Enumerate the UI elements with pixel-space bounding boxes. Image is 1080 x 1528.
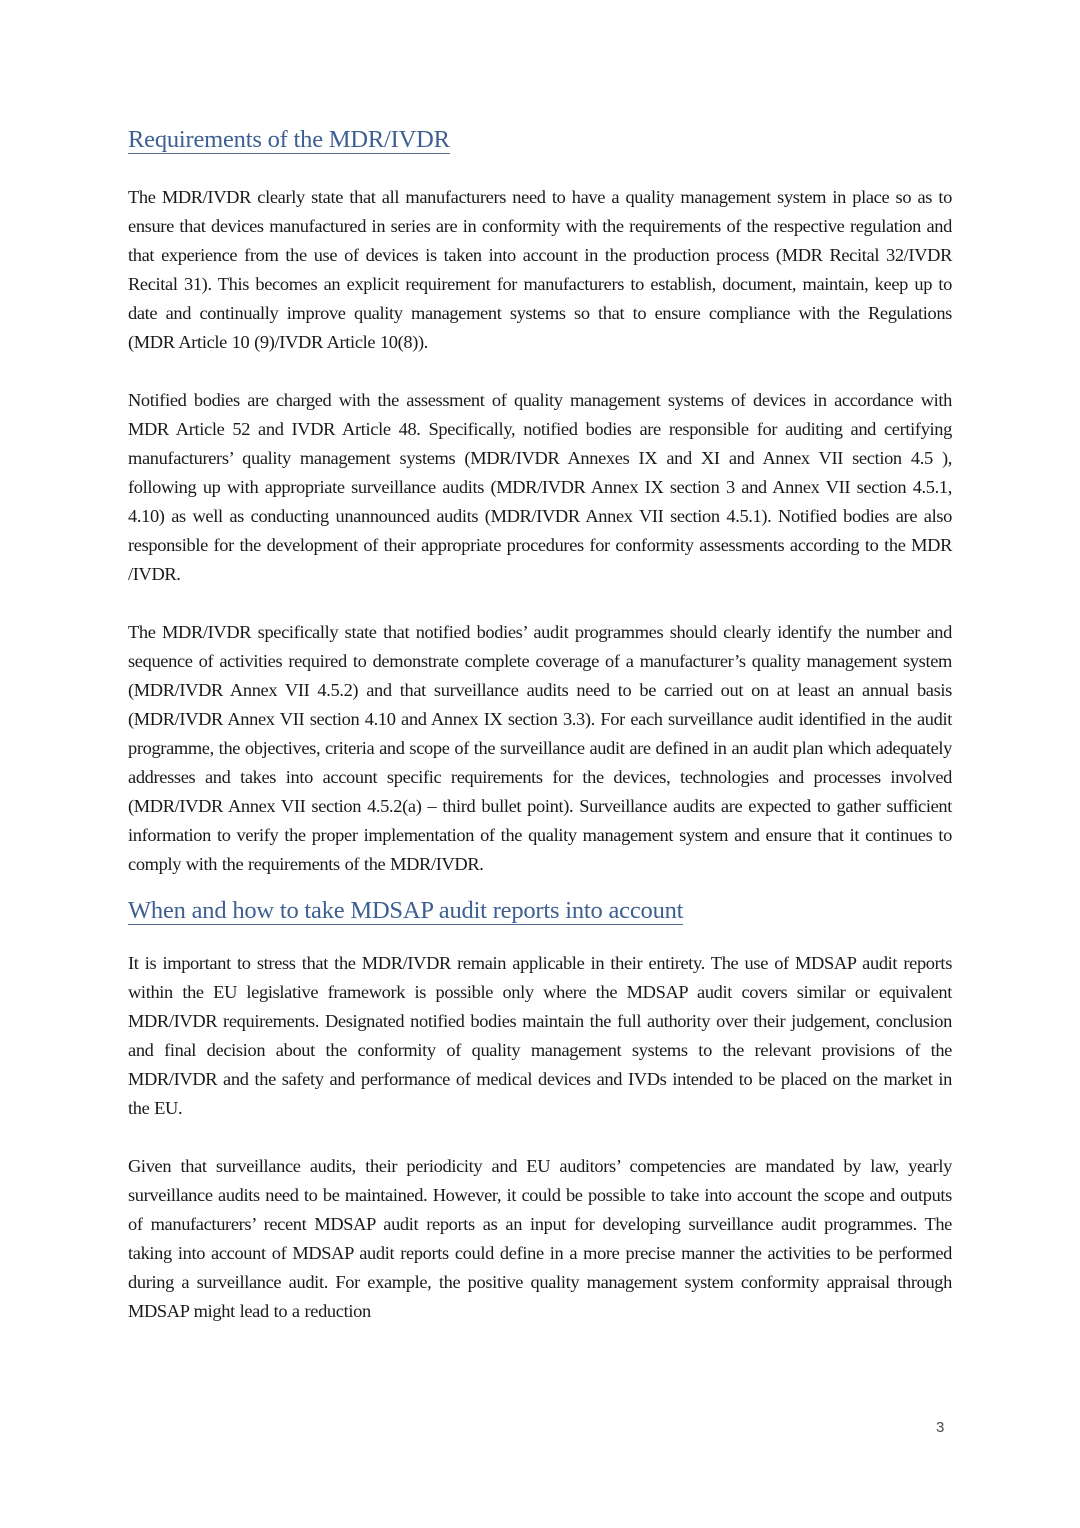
document-page (128, 126, 952, 1326)
paragraph: It is important to stress that the MDR/IVDR remain applicable in their entirety. The use of MDSAP audit reports within the EU legislative framework is possible only where the MDSAP audit covers similar or equivalent MDR/IVDR requirements. Designated notified bodies maintain the full authority over their judgement, conclusion and final decision about the conformity of quality management systems to the relevant provisions of the MDR/IVDR and the safety and performance of medical devices and IVDs intended to be placed on the market in the EU. (128, 953, 952, 1118)
paragraph: Notified bodies are charged with the assessment of quality management systems of devices in accordance with MDR Article 52 and IVDR Article 48. Specifically, notified bodies are responsible for auditing and certifying manufacturers’ quality management systems (MDR/IVDR Annexes IX and XI and Annex VII section 4.5 ), following up with appropriate surveillance audits (MDR/IVDR Annex IX section 3 and Annex VII section 4.5.1, 4.10) as well as conducting unannounced audits (MDR/IVDR Annex VII section 4.5.1). Notified bodies are also responsible for the development of their appropriate procedures for conformity assessments according to the MDR /IVDR. (128, 390, 952, 584)
paragraph: The MDR/IVDR clearly state that all manufacturers need to have a quality management system in place so as to ensure that devices manufactured in series are in conformity with the requirements of the respective regulation and that experience from the use of devices is taken into account in the production process (MDR Recital 32/IVDR Recital 31). This becomes an explicit requirement for manufacturers to establish, document, maintain, keep up to date and continually improve quality management systems so that to ensure compliance with the Regulations (MDR Article 10 (9)/IVDR Article 10(8)). (128, 187, 952, 352)
paragraph: Given that surveillance audits, their periodicity and EU auditors’ competencies are mandated by law, yearly surveillance audits need to be maintained. However, it could be possible to take into account the scope and outputs of manufacturers’ recent MDSAP audit reports as an input for developing surveillance audit programmes. The taking into account of MDSAP audit reports could define in a more precise manner the activities to be performed during a surveillance audit. For example, the positive quality management system conformity appraisal through MDSAP might lead to a reduction (128, 1156, 952, 1321)
page-number: 3 (936, 1419, 945, 1436)
paragraph: The MDR/IVDR specifically state that notified bodies’ audit programmes should clearly identify the number and sequence of activities required to demonstrate complete coverage of a manufacturer’s quality management system (MDR/IVDR Annex VII 4.5.2) and that surveillance audits need to be carried out on at least an annual basis (MDR/IVDR Annex VII section 4.10 and Annex IX section 3.3). For each surveillance audit identified in the audit programme, the objectives, criteria and scope of the surveillance audit are defined in an audit plan which adequately addresses and takes into account specific requirements for the devices, technologies and processes involved (MDR/IVDR Annex VII section 4.5.2(a) – third bullet point). Surveillance audits are expected to gather sufficient information to verify the proper implementation of the quality management system and ensure that it continues to comply with the requirements of the MDR/IVDR. (128, 622, 952, 874)
section-heading-mdsap: When and how to take MDSAP audit reports into account (128, 897, 684, 924)
section-heading-requirements: Requirements of the MDR/IVDR (128, 126, 450, 153)
